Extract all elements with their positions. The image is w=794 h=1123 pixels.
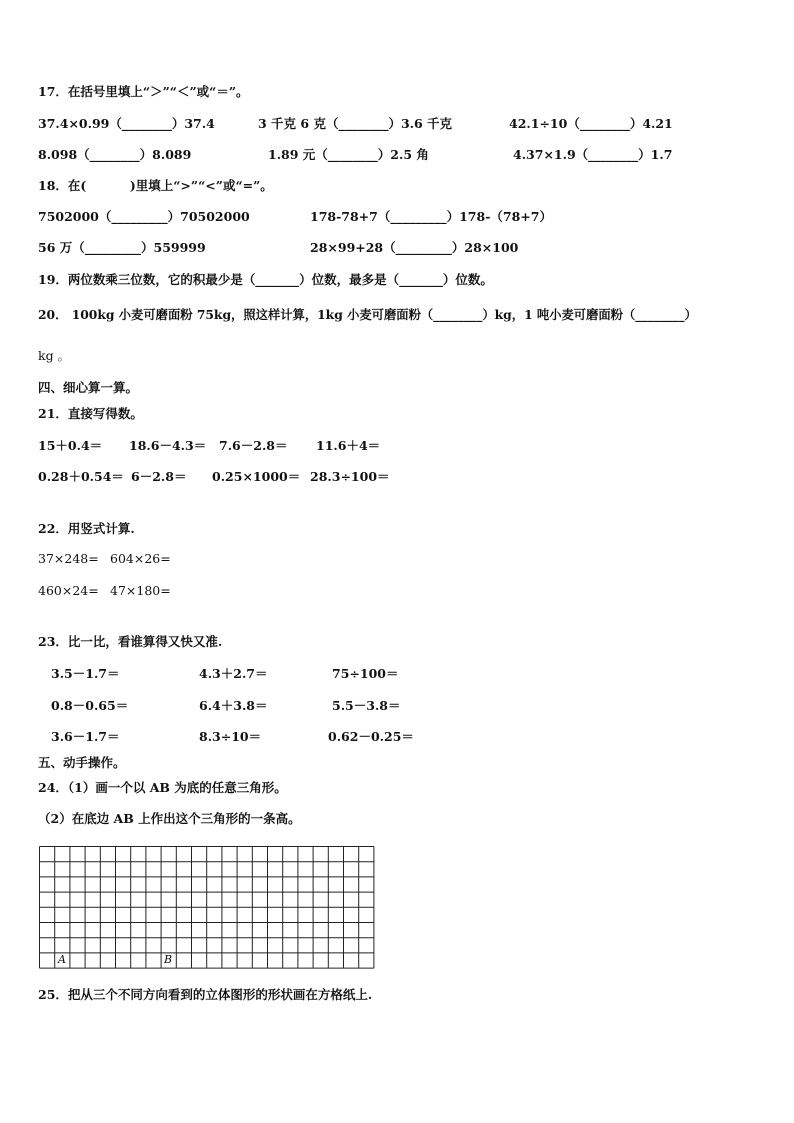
point-b-label: B	[164, 953, 173, 966]
section-4-heading: 四、细心算一算。	[38, 380, 139, 395]
q23-r3-c3: 0.62－0.25＝	[328, 729, 414, 744]
q21-title: 21．直接写得数。	[38, 406, 143, 421]
q23-r3-c1: 3.6－1.7＝	[51, 729, 120, 744]
q18-r1-c1: 7502000（_________）70502000	[38, 209, 250, 224]
q24-grid-area	[39, 846, 375, 974]
q22-title: 22．用竖式计算.	[38, 521, 135, 536]
q23-r1-c3: 75÷100＝	[332, 666, 399, 681]
q18-r2-c2: 28×99+28（_________）28×100	[310, 240, 519, 255]
q22-r1-c2: 604×26=	[110, 551, 171, 566]
q18-r1-c2: 178-78+7（_________）178-（78+7）	[310, 209, 552, 224]
q18-title: 18．在( )里填上“>”“<”或“=”。	[38, 178, 273, 193]
q21-r2-c4: 28.3÷100＝	[310, 469, 390, 484]
q23-r2-c2: 6.4＋3.8＝	[199, 698, 268, 713]
q20-unit: kg 。	[38, 348, 71, 363]
q21-r1-c2: 18.6－4.3＝	[129, 438, 207, 453]
q22-r1-c1: 37×248=	[38, 551, 99, 566]
q17-r1-c2: 3 千克 6 克（________）3.6 千克	[258, 116, 453, 131]
q17-r2-c1: 8.098（________）8.089	[38, 147, 192, 162]
point-a-label: A	[58, 953, 66, 966]
q23-r2-c1: 0.8－0.65＝	[51, 698, 129, 713]
q17-r2-c2: 1.89 元（________）2.5 角	[268, 147, 429, 162]
q21-r1-c3: 7.6－2.8＝	[219, 438, 288, 453]
section-5-heading: 五、动手操作。	[38, 755, 126, 770]
q21-r1-c1: 15＋0.4＝	[38, 438, 103, 453]
q21-r2-c3: 0.25×1000＝	[212, 469, 301, 484]
q23-r3-c2: 8.3÷10＝	[199, 729, 262, 744]
q22-r2-c1: 460×24=	[38, 583, 99, 598]
q17-r2-c3: 4.37×1.9（________）1.7	[513, 147, 673, 162]
q23-r2-c3: 5.5－3.8＝	[332, 698, 401, 713]
q17-title: 17．在括号里填上“＞”“＜”或“＝”。	[38, 84, 249, 99]
q23-r1-c1: 3.5－1.7＝	[51, 666, 120, 681]
q21-r2-c2: 6－2.8＝	[131, 469, 187, 484]
q23-r1-c2: 4.3＋2.7＝	[199, 666, 268, 681]
q21-r2-c1: 0.28＋0.54＝	[38, 469, 124, 484]
q18-r2-c1: 56 万（_________）559999	[38, 240, 206, 255]
q17-r1-c3: 42.1÷10（________）4.21	[509, 116, 673, 131]
q24-part1: 24．（1）画一个以 AB 为底的任意三角形。	[38, 780, 287, 795]
q23-title: 23．比一比，看谁算得又快又准.	[38, 634, 223, 649]
q24-part2: （2）在底边 AB 上作出这个三角形的一条高。	[38, 811, 301, 826]
q20-text: 20． 100kg 小麦可磨面粉 75kg，照这样计算，1kg 小麦可磨面粉（________）kg，1 吨小麦可磨面粉（________）	[38, 307, 697, 322]
q24-grid[interactable]	[39, 846, 375, 970]
q25-text: 25．把从三个不同方向看到的立体图形的形状画在方格纸上.	[38, 987, 373, 1002]
q21-r1-c4: 11.6＋4＝	[316, 438, 381, 453]
q17-r1-c1: 37.4×0.99（________）37.4	[38, 116, 215, 131]
q19-text: 19．两位数乘三位数，它的积最少是（_______）位数，最多是（_______）位数。	[38, 272, 493, 287]
q22-r2-c2: 47×180=	[110, 583, 171, 598]
